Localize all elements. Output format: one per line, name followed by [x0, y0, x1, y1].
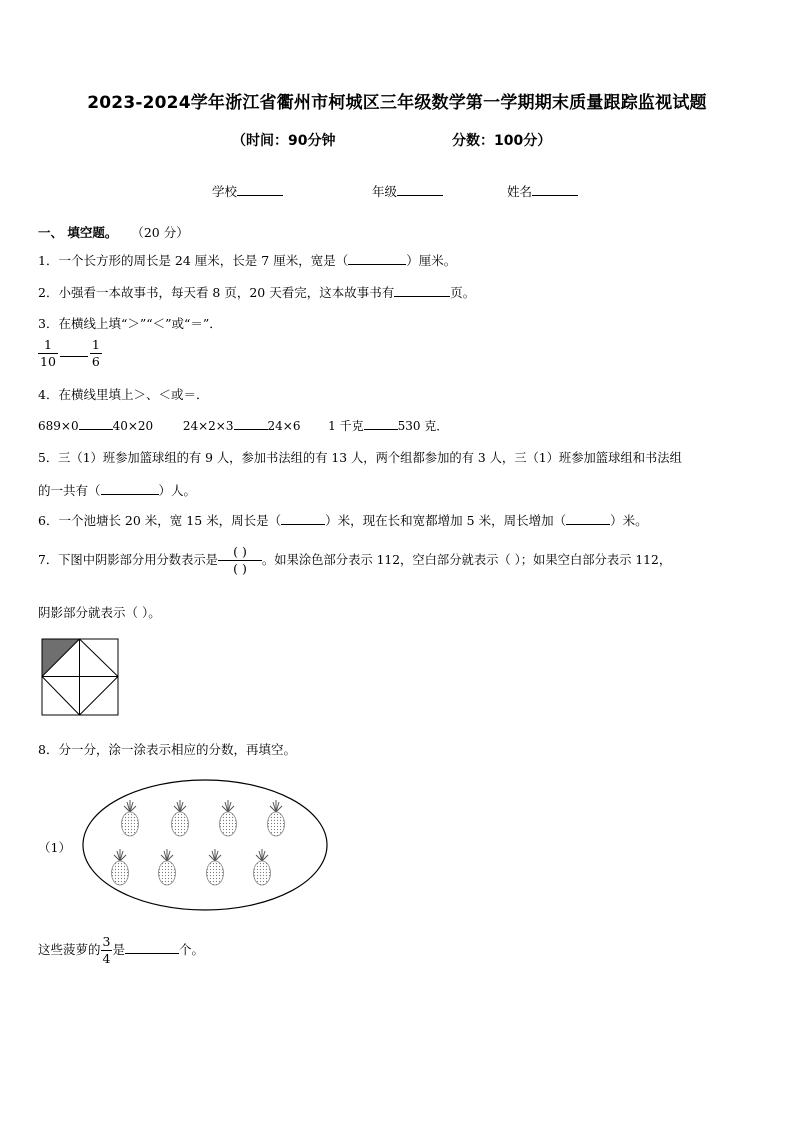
q6-answer-blank-1[interactable] — [281, 512, 325, 525]
q4-expr-1-right: 40×20 — [112, 419, 154, 433]
fraction-denominator: 6 — [91, 354, 100, 369]
page-title: 2023-2024学年浙江省衢州市柯城区三年级数学第一学期期末质量跟踪监视试题 — [87, 93, 707, 113]
pineapple-icon — [122, 800, 139, 836]
name-label: 姓名 — [507, 184, 533, 199]
q4-expr-3-right: 530 克． — [397, 419, 449, 433]
q3-answer-blank[interactable] — [60, 344, 88, 357]
section-label: 一、 填空题。 — [38, 225, 118, 240]
q8-text-end: 个。 — [178, 942, 204, 957]
fraction-numerator: 3 — [102, 934, 111, 949]
question-6 — [38, 511, 648, 529]
q4-expr-3-left: 1 千克 — [328, 419, 364, 433]
question-5-cont — [38, 481, 196, 499]
q8-fraction — [101, 934, 113, 967]
full-score: 分数：100分） — [452, 133, 552, 149]
q2-answer-blank[interactable] — [394, 284, 450, 297]
school-field — [212, 182, 283, 200]
q8-answer-line — [38, 934, 204, 967]
name-blank[interactable] — [532, 183, 578, 196]
q1-answer-blank[interactable] — [348, 252, 406, 265]
grade-label: 年级 — [372, 184, 398, 199]
question-1 — [38, 251, 456, 269]
q1-text-end: ）厘米。 — [406, 253, 457, 268]
question-7 — [38, 544, 671, 577]
q4-expr-1-left: 689×0 — [38, 419, 79, 433]
section-points: （20 分） — [131, 225, 189, 240]
q6-text-end: ）米。 — [610, 513, 648, 528]
q7-fraction-answer[interactable] — [218, 544, 262, 577]
q3-right-fraction — [90, 337, 102, 370]
pineapple-icon — [207, 849, 224, 885]
q3-comparison — [38, 337, 102, 370]
fraction-numerator: 1 — [91, 337, 100, 352]
q1-text: 1．一个长方形的周长是 24 厘米，长是 7 厘米，宽是（ — [38, 253, 349, 268]
time-limit: （时间：90分钟 — [232, 133, 336, 149]
grade-field — [372, 182, 443, 200]
q8-text-mid: 是 — [112, 942, 125, 957]
pineapple-icon — [172, 800, 189, 836]
pineapple-icon — [268, 800, 285, 836]
school-blank[interactable] — [237, 183, 283, 196]
q5-text: 的一共有（ — [38, 483, 101, 498]
q4-blank-1[interactable] — [79, 417, 113, 430]
fraction-denominator: ( ) — [233, 561, 247, 576]
question-5: 5．三（1）班参加篮球组的有 9 人，参加书法组的有 13 人，两个组都参加的有 3 人，三（1）班参加篮球组和书法组 — [38, 451, 682, 465]
question-4: 4．在横线里填上＞、＜或＝． — [38, 387, 209, 402]
pineapple-icon — [254, 849, 271, 885]
q2-text-end: 页。 — [450, 285, 476, 300]
q7-text-mid: 。如果涂色部分表示 112，空白部分就表示（ ）；如果空白部分表示 112， — [261, 553, 672, 567]
name-field — [507, 182, 578, 200]
question-8: 8．分一分，涂一涂表示相应的分数，再填空。 — [38, 742, 296, 757]
grouping-oval — [83, 780, 327, 910]
q2-text: 2．小强看一本故事书，每天看 8 页，20 天看完，这本故事书有 — [38, 285, 395, 300]
fraction-denominator: 4 — [102, 951, 111, 966]
q5-text-end: ）人。 — [158, 483, 197, 498]
pineapple-icon — [220, 800, 237, 836]
q4-expr-2-right: 24×6 — [267, 419, 301, 433]
question-2 — [38, 283, 475, 301]
fraction-denominator: 10 — [40, 354, 56, 369]
section-heading — [38, 223, 189, 241]
pineapple-icon — [112, 849, 129, 885]
q3-left-fraction — [38, 337, 58, 370]
q4-expressions — [38, 417, 448, 434]
fraction-numerator: 1 — [38, 337, 58, 354]
q6-text-mid: ）米，现在长和宽都增加 5 米，周长增加（ — [325, 513, 567, 528]
fraction-numerator: ( ) — [218, 544, 262, 561]
q4-expr-2-left: 24×2×3 — [182, 419, 234, 433]
q6-answer-blank-2[interactable] — [566, 512, 610, 525]
q4-blank-2[interactable] — [234, 417, 268, 430]
q7-fraction-diagram — [41, 638, 121, 718]
q8-text: 这些菠萝的 — [38, 942, 101, 957]
school-label: 学校 — [212, 184, 238, 199]
q8-sub-label: （1） — [38, 840, 71, 855]
q8-answer-blank[interactable] — [125, 941, 179, 954]
grade-blank[interactable] — [397, 183, 443, 196]
question-7-cont: 阴影部分就表示（ ）。 — [38, 605, 161, 620]
question-3: 3．在横线上填“＞”“＜”或“＝”． — [38, 316, 222, 331]
q5-answer-blank[interactable] — [101, 482, 159, 495]
q8-pineapple-group — [80, 777, 330, 913]
pineapple-icon — [159, 849, 176, 885]
q7-text: 7．下图中阴影部分用分数表示是 — [38, 553, 218, 567]
q6-text: 6．一个池塘长 20 米，宽 15 米，周长是（ — [38, 513, 282, 528]
q4-blank-3[interactable] — [364, 417, 398, 430]
